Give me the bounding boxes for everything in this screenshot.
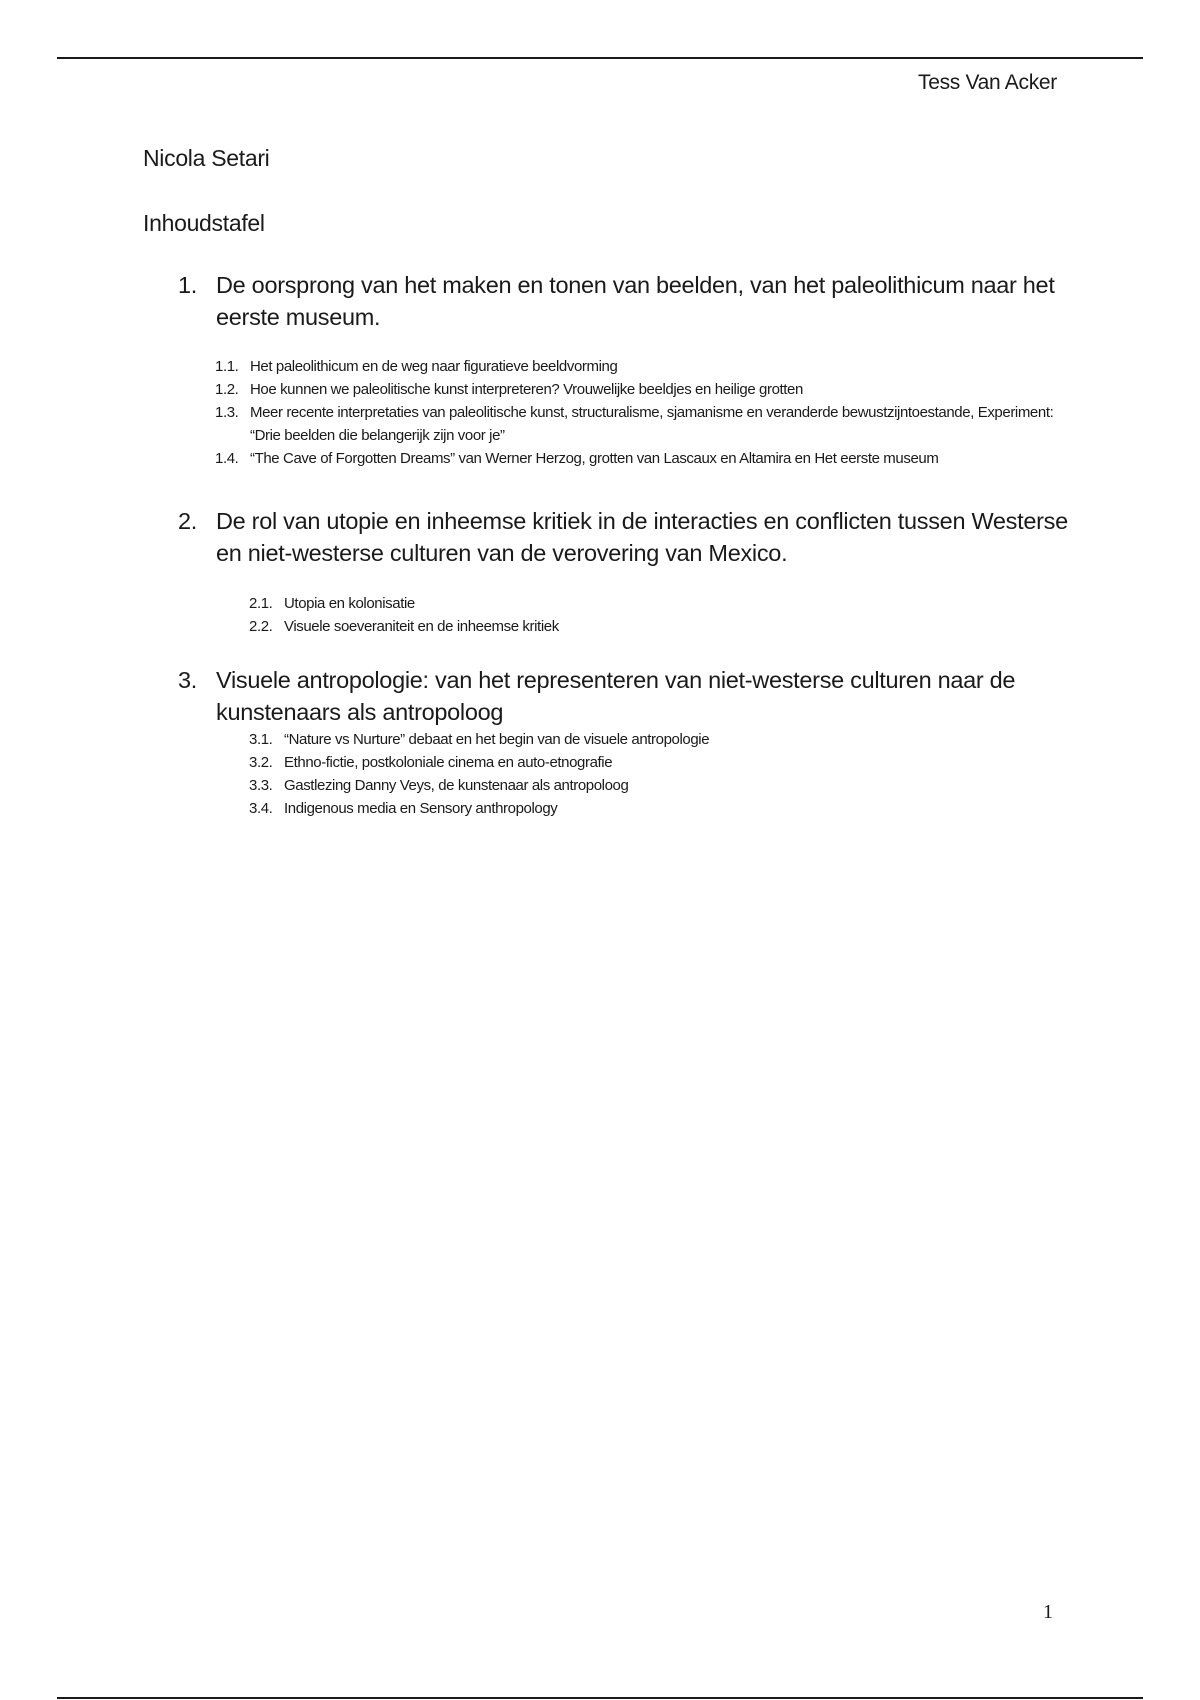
toc-sections-2 [249,592,1069,638]
section-number: 1.1. [215,358,239,375]
section-number: 3.1. [249,731,273,748]
toc-section [249,592,1069,615]
header-rule [57,57,1143,59]
page-number: 1 [1043,1601,1053,1623]
section-number: 1.2. [215,381,239,398]
chapter-heading [178,664,1078,728]
chapter-title: De oorsprong van het maken en tonen van beelden, van het paleolithicum naar het eerste museum. [216,272,1055,330]
section-title: “The Cave of Forgotten Dreams” van Werner Herzog, grotten van Lascaux en Altamira en Het eerste museum [250,450,939,467]
toc-sections-3 [249,728,1069,820]
section-title: Ethno-fictie, postkoloniale cinema en auto-etnografie [284,754,613,771]
chapter-number: 1. [178,272,197,298]
toc-section [249,797,1069,820]
toc-section [215,401,1075,447]
chapter-title: Visuele antropologie: van het representeren van niet-westerse culturen naar de kunstenaars als antropoloog [216,667,1016,725]
toc-sections-1 [215,355,1075,470]
section-number: 1.3. [215,404,239,421]
footer-rule [57,1697,1143,1699]
chapter-heading [178,505,1078,569]
toc-chapter-3 [178,664,1078,728]
chapter-title: De rol van utopie en inheemse kritiek in de interacties en conflicten tussen Westerse en niet-westerse culturen van de verovering van Mexico. [216,508,1068,566]
toc-section [249,774,1069,797]
section-title: Utopia en kolonisatie [284,595,415,612]
chapter-heading [178,269,1078,333]
toc-chapter-2 [178,505,1078,569]
header-author-name: Tess Van Acker [918,71,1057,94]
section-number: 1.4. [215,450,239,467]
toc-heading: Inhoudstafel [143,210,265,236]
chapter-number: 3. [178,667,197,693]
document-author: Nicola Setari [143,145,270,171]
toc-section [249,728,1069,751]
toc-section [215,447,1075,470]
section-number: 2.2. [249,618,273,635]
toc-section [215,355,1075,378]
section-title: Het paleolithicum en de weg naar figuratieve beeldvorming [250,358,618,375]
section-title: Gastlezing Danny Veys, de kunstenaar als antropoloog [284,777,629,794]
section-number: 3.4. [249,800,273,817]
chapter-number: 2. [178,508,197,534]
toc-section [249,615,1069,638]
toc-section [215,378,1075,401]
section-title: Meer recente interpretaties van paleolitische kunst, structuralisme, sjamanisme en veranderde bewustzijntoestande, Experiment: “Drie beelden die belangerijk zijn voor je” [250,404,1054,444]
section-title: Visuele soeveraniteit en de inheemse kritiek [284,618,559,635]
section-number: 3.3. [249,777,273,794]
section-title: Hoe kunnen we paleolitische kunst interpreteren? Vrouwelijke beeldjes en heilige grotten [250,381,803,398]
toc-section [249,751,1069,774]
section-number: 2.1. [249,595,273,612]
section-number: 3.2. [249,754,273,771]
toc-chapter-1 [178,269,1078,333]
section-title: “Nature vs Nurture” debaat en het begin van de visuele antropologie [284,731,710,748]
section-title: Indigenous media en Sensory anthropology [284,800,558,817]
